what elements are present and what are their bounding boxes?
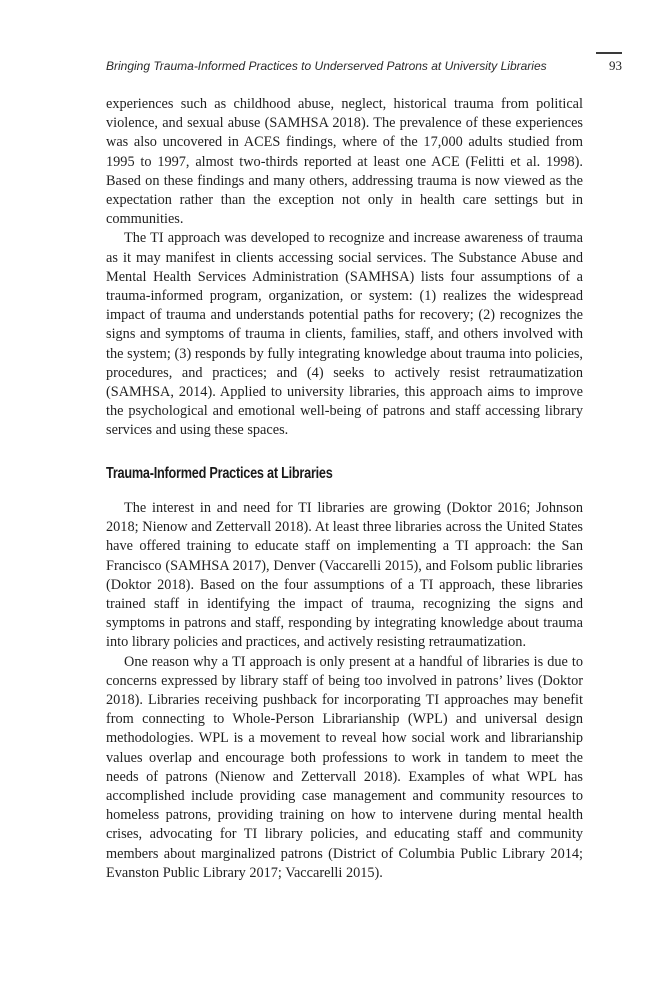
intro-text-block <box>106 95 583 441</box>
paragraph-continued: experiences such as childhood abuse, neglect, historical trauma from political violence, and sexual abuse (SAMHSA 2018). The prevalence of these experiences was also uncovered in ACES findings, where of the 17,000 adults studied from 1995 to 1997, almost two-thirds reported at least one ACE (Felitti et al. 1998). Based on these findings and many others, addressing trauma is now viewed as the expectation rather than the exception not only in health care settings but in communities. <box>106 96 583 228</box>
page-number: 93 <box>609 58 622 73</box>
paragraph-ti-approach: The TI approach was developed to recognize and increase awareness of trauma as it may manifest in clients accessing social services. The Substance Abuse and Mental Health Services Administration (SAMHSA) lists four assumptions of a trauma-informed program, organization, or system: (1) realizes the widespread impact of trauma and understands potential paths for recovery; (2) recognizes the signs and symptoms of trauma in clients, families, staff, and others involved with the system; (3) responds by fully integrating knowledge about trauma into policies, procedures, and practices; and (4) seeks to actively resist retraumatization (SAMHSA, 2014). Applied to university libraries, this approach aims to improve the psychological and emotional well-being of patrons and staff accessing library services and using these spaces. <box>106 230 583 439</box>
section-heading: Trauma-Informed Practices at Libraries <box>106 465 333 482</box>
paragraph-wpl: One reason why a TI approach is only present at a handful of libraries is due to concerns expressed by library staff of being too involved in patrons’ lives (Doktor 2018). Libraries receiving pushback for incorporating TI approaches may benefit from connecting to Whole-Person Librarianship (WPL) and universal design methodologies. WPL is a movement to reveal how social work and librarianship values overlap and encourage both professions to work in tandem to meet the needs of patrons (Nienow and Zettervall 2018). Examples of what WPL has accomplished include providing case management and community resources to homeless patrons, providing training on how to intervene during mental health crises, advocating for TI library policies, and educating staff and community members about marginalized patrons (District of Columbia Public Library 2014; Evanston Public Library 2017; Vaccarelli 2015). <box>106 653 583 881</box>
page-number-rule <box>596 52 622 54</box>
paragraph-ti-libraries: The interest in and need for TI libraries are growing (Doktor 2016; Johnson 2018; Nienow and Zettervall 2018). At least three libraries across the United States have offered training to educate staff on implementing a TI approach: the San Francisco (SAMHSA 2017), Denver (Vaccarelli 2015), and Folsom public libraries (Doktor 2018). Based on the four assumptions of a TI approach, these libraries trained staff in identifying the impact of trauma, recognizing the signs and symptoms in patrons and staff, responding by integrating knowledge about trauma into library policies and practices, and actively resisting retraumatization. <box>106 500 583 651</box>
section-text-block <box>106 499 583 883</box>
running-head: Bringing Trauma-Informed Practices to Underserved Patrons at University Libraries <box>106 59 547 73</box>
